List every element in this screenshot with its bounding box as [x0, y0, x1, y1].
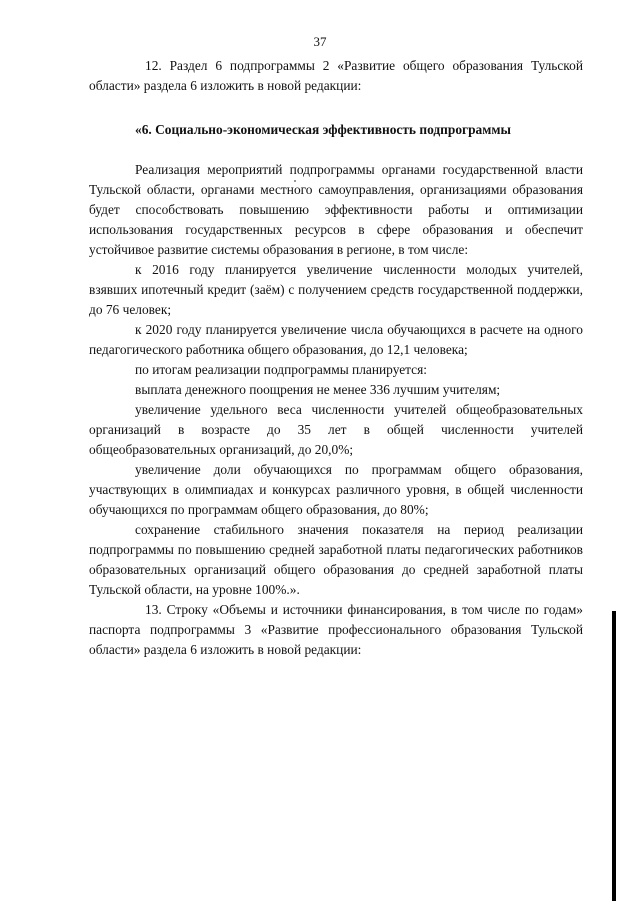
item-13-paragraph: 13. Строку «Объемы и источники финансирования, в том числе по годам» паспорта подпрограммы 3 «Развитие профессионального образования Тульской области» раздела 6 изложить в новой редакции: — [89, 602, 583, 657]
teacher-bonus-paragraph: выплата денежного поощрения не менее 336 лучшим учителям; — [135, 382, 501, 397]
page-number: 37 — [313, 34, 327, 49]
item-12-paragraph: 12. Раздел 6 подпрограммы 2 «Развитие общего образования Тульской области» раздела 6 изложить в новой редакции: — [89, 58, 583, 93]
efficiency-intro-paragraph: Реализация мероприятий подпрограммы органами государственной власти Тульской области, органами местного самоуправления, организациями образования будет способствовать повышению эффективности работы и оптимизации использования государственных ресурсов в сфере образования и обеспечит устойчивое развитие системы образования в регионе, в том числе: — [89, 162, 583, 257]
young-teachers-paragraph: к 2016 году планируется увеличение численности молодых учителей, взявших ипотечный кредит (заём) с получением средств государственной поддержки, до 76 человек; — [89, 262, 583, 317]
document-body — [89, 56, 583, 660]
salary-level-paragraph: сохранение стабильного значения показателя на период реализации подпрограммы по повышению средней заработной платы педагогических работников образовательных организаций общего образования до средней заработной платы Тульской области, на уровне 100%.». — [89, 522, 583, 597]
students-per-teacher-paragraph: к 2020 году планируется увеличение числа обучающихся в расчете на одного педагогического работника общего образования, до 12,1 человека; — [89, 322, 583, 357]
section-heading: «6. Социально-экономическая эффективность подпрограммы — [135, 122, 511, 137]
planned-results-paragraph: по итогам реализации подпрограммы планируется: — [135, 362, 428, 377]
olympiad-participation-paragraph: увеличение доли обучающихся по программам общего образования, участвующих в олимпиадах и конкурсах различного уровня, в общей численности обучающихся по программам общего образования, до 80%; — [89, 462, 583, 517]
scan-edge-bar — [612, 611, 616, 901]
young-teachers-share-paragraph: увеличение удельного веса численности учителей общеобразовательных организаций в возрасте до 35 лет в общей численности учителей общеобразовательных организаций, до 20,0%; — [89, 402, 583, 457]
scan-artifact-dot — [294, 180, 296, 182]
